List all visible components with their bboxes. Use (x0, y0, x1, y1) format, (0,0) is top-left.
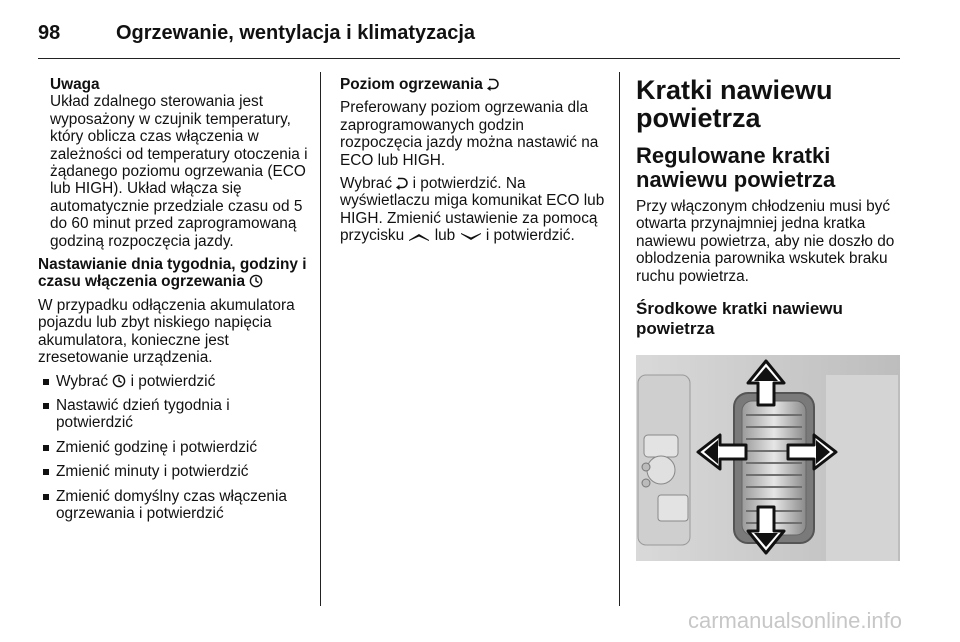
header-rule (38, 58, 900, 59)
column-divider-1 (320, 72, 321, 606)
list-item-text: Wybrać (56, 372, 109, 390)
heading-text: Poziom ogrzewania (340, 76, 483, 93)
column-3 (636, 76, 914, 339)
rocker-left-icon (408, 232, 430, 242)
para-text: Wybrać (340, 175, 393, 193)
bullet-list (38, 373, 310, 523)
return-arrow-icon (487, 77, 499, 91)
section-body: W przypadku odłączenia akumulatora pojazdu lub zbyt niskiego napięcia akumulatora, konieczne jest zresetowanie urządzenia. (38, 296, 295, 367)
list-item-text: Zmienić godzinę i potwierdzić (56, 438, 258, 456)
list-item-text: Zmienić minuty i potwierdzić (56, 463, 249, 481)
column-divider-2 (619, 72, 620, 606)
heating-level-para2 (340, 175, 608, 245)
section-heading (38, 256, 310, 291)
page-header (38, 18, 902, 48)
note-body: Układ zdalnego sterowania jest wyposażony w czujnik temperatury, który oblicza czas włączenia w zależności od temperatury otoczenia i żądanego poziomu ogrzewania (ECO lub HIGH). Układ włącza się automatycznie przedziale czasu od 5 do 60 minut przed zaprogramowaną godziną rozpoczęcia jazdy. (50, 93, 308, 250)
column-2 (340, 76, 608, 251)
para-text: lub (434, 227, 456, 245)
air-vents-heading: Kratki nawiewu powietrza (636, 75, 833, 133)
clock-icon (249, 274, 263, 288)
para-text: i potwierdzić. (485, 227, 575, 245)
para-text: i potwierdzić. Na wyświetlaczu miga komunikat ECO lub HIGH. Zmienić ustawienie za pomocą przycisku (340, 175, 605, 245)
chapter-title: Ogrzewanie, wentylacja i klimatyzacja (116, 21, 476, 44)
center-vent-illustration (636, 355, 900, 561)
list-item-text: Zmienić domyślny czas włączenia ogrzewania i potwierdzić (56, 487, 287, 522)
list-item-text: i potwierdzić (130, 372, 216, 390)
vent-drawing (636, 355, 900, 561)
note-title: Uwaga (50, 76, 100, 93)
list-item (38, 439, 310, 456)
list-item (38, 397, 310, 432)
section-heading-text: Nastawianie dnia tygodnia, godziny i czasu włączenia ogrzewania (38, 256, 307, 291)
list-item (38, 488, 310, 523)
adjustable-vents-body: Przy włączonym chłodzeniu musi być otwarta przynajmniej jedna kratka nawiewu powietrza, aby nie doszło do oblodzenia parownika wskutek braku ruchu powietrza. (636, 198, 895, 285)
watermark: carmanualsonline.info (687, 608, 902, 633)
heating-level-heading (340, 76, 608, 93)
list-item-text: Nastawić dzień tygodnia i potwierdzić (56, 396, 230, 432)
list-item (38, 463, 310, 480)
return-arrow-icon (396, 176, 408, 190)
list-item (38, 373, 310, 390)
page-number: 98 (38, 21, 61, 44)
center-vents-heading: Środkowe kratki nawiewu powietrza (636, 299, 843, 339)
clock-icon (112, 374, 126, 388)
note-block (38, 76, 310, 250)
rocker-right-icon (460, 232, 482, 242)
adjustable-vents-heading: Regulowane kratki nawiewu powietrza (636, 143, 836, 192)
heating-level-para1: Preferowany poziom ogrzewania dla zaprogramowanych godzin rozpoczęcia jazdy można nastawić na ECO lub HIGH. (340, 99, 599, 169)
column-1 (38, 76, 310, 529)
